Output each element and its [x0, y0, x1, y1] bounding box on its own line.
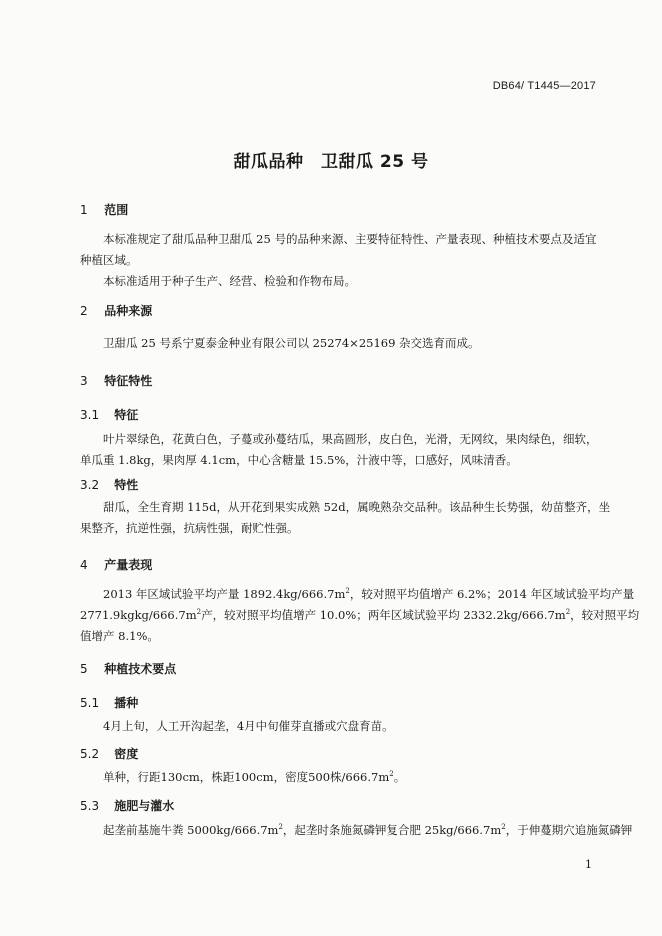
paragraph-line: 起垄前基施牛粪 $5000kg/666.7m^2$，起垄时条施氮磷钾复合肥 $25kg/666.7m^2$，于伸蔓期穴追施氮磷钾: [103, 823, 633, 837]
section-4-body: [80, 584, 640, 647]
document-title: 甜瓜品种 卫甜瓜 25 号: [233, 152, 429, 172]
section-title: 品种来源: [104, 304, 153, 318]
section-number: 1: [80, 203, 88, 217]
paragraph-line: 本标准适用于种子生产、经营、检验和作物布局。: [103, 274, 356, 288]
section-title: 特征特性: [104, 374, 153, 388]
section-5-2-heading: [80, 745, 138, 762]
section-5-1-heading: [80, 694, 138, 711]
section-number: 3.2: [80, 478, 100, 492]
paragraph-line: 甜瓜，全生育期 115d，从开花到果实成熟 52d，属晚熟杂交品种。该品种生长势强，幼苗整齐，坐: [103, 500, 611, 514]
section-number: 5.2: [80, 747, 100, 761]
section-title: 密度: [114, 747, 139, 761]
section-title: 施肥与灌水: [114, 799, 175, 813]
section-title: 范围: [104, 203, 129, 217]
section-5-2-body: [80, 767, 600, 788]
section-3-heading: [80, 372, 152, 389]
section-title: 特征: [114, 408, 139, 422]
section-title: 特性: [114, 478, 139, 492]
section-1-body: [80, 229, 600, 292]
section-number: 2: [80, 304, 88, 318]
paragraph-line: 叶片翠绿色，花黄白色，子蔓或孙蔓结瓜，果高圆形，皮白色，光滑，无网纹，果肉绿色，细软，: [103, 432, 598, 446]
section-number: 5.1: [80, 696, 100, 710]
section-4-heading: [80, 556, 152, 573]
paragraph-line: 果整齐，抗逆性强，抗病性强，耐贮性强。: [80, 521, 299, 535]
section-3-1-heading: [80, 406, 138, 423]
paragraph-line: 单瓜重 1.8kg，果肉厚 4.1cm，中心含糖量 15.5%，汁液中等，口感好，风味清香。: [80, 453, 518, 467]
paragraph-line: $2771.9kgkg/666.7m^2$产，较对照平均值增产 10.0%；两年区域试验平均 $2332.2kg/666.7m^2$，较对照平均: [80, 608, 640, 622]
section-2-body: [80, 333, 600, 354]
paragraph-line: 种植区域。: [80, 253, 138, 267]
page-number: 1: [585, 858, 592, 871]
paragraph-line: 单种，行距130cm，株距100cm，密度500株$/666.7m^2$。: [103, 770, 406, 784]
section-1-heading: [80, 201, 128, 218]
section-number: 3.1: [80, 408, 100, 422]
section-3-2-heading: [80, 476, 138, 493]
section-title: 播种: [114, 696, 139, 710]
section-3-1-body: [80, 429, 600, 471]
section-5-1-body: [80, 716, 600, 737]
section-title: 产量表现: [104, 558, 153, 572]
paragraph-line: 4月上旬，人工开沟起垄，4月中旬催芽直播或穴盘育苗。: [103, 719, 394, 733]
section-number: 5.3: [80, 799, 100, 813]
paragraph-line: 卫甜瓜 25 号系宁夏泰金种业有限公司以 25274×25169 杂交选育而成。: [103, 336, 480, 350]
section-number: 5: [80, 662, 88, 676]
paragraph-line: 值增产 8.1%。: [80, 629, 159, 643]
section-5-3-heading: [80, 797, 174, 814]
section-5-heading: [80, 660, 176, 677]
paragraph-line: 2013 年区域试验平均产量 $1892.4kg/666.7m^2$，较对照平均值增产 6.2%；2014 年区域试验平均产量: [103, 587, 635, 601]
section-3-2-body: [80, 497, 611, 539]
section-number: 3: [80, 374, 88, 388]
paragraph-line: 本标准规定了甜瓜品种卫甜瓜 25 号的品种来源、主要特征特性、产量表现、种植技术要点及适宜: [103, 232, 597, 246]
section-2-heading: [80, 302, 152, 319]
section-title: 种植技术要点: [104, 662, 177, 676]
standard-code: DB64/ T1445—2017: [492, 80, 596, 92]
section-5-3-body: [80, 820, 633, 841]
section-number: 4: [80, 558, 88, 572]
